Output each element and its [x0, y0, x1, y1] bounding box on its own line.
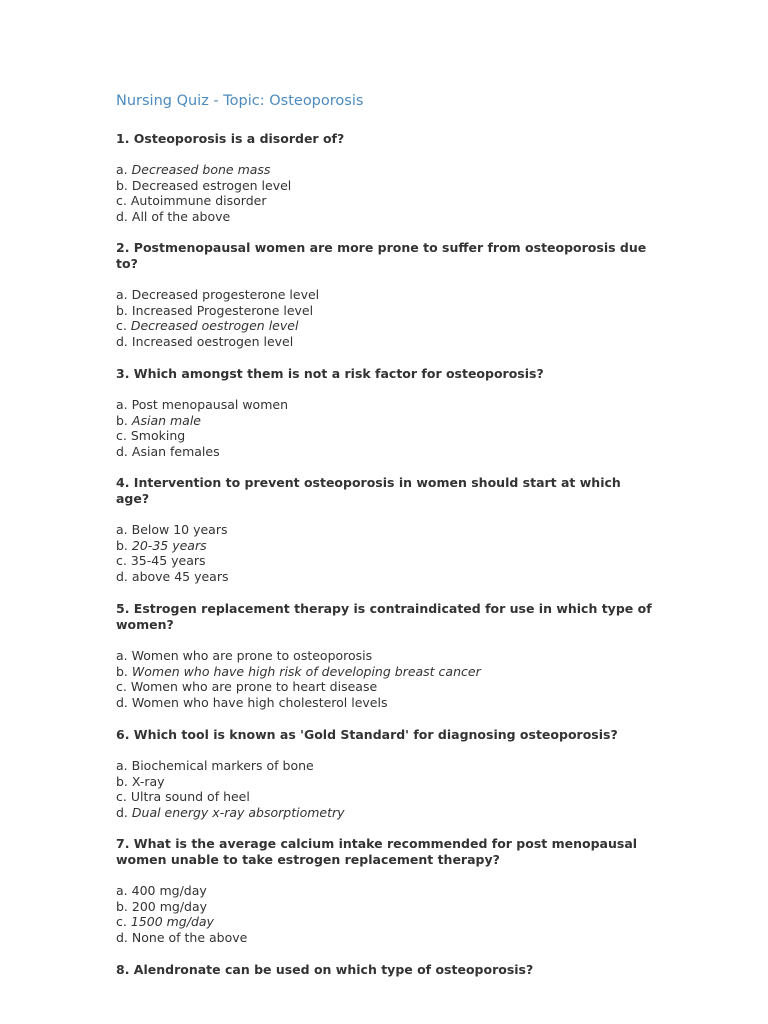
- option-letter: b.: [116, 773, 128, 789]
- question-8: 8. Alendronate can be used on which type of osteoporosis?: [116, 962, 534, 977]
- option-5a: [116, 648, 676, 664]
- question-2: 2. Postmenopausal women are more prone to suffer from osteoporosis due to?: [116, 240, 647, 271]
- document-title: Nursing Quiz - Topic: Osteoporosis: [116, 93, 364, 109]
- option-letter: c.: [116, 679, 127, 695]
- option-1a: [116, 162, 676, 178]
- option-letter: b.: [116, 663, 128, 679]
- question-3: 3. Which amongst them is not a risk factor for osteoporosis?: [116, 366, 544, 381]
- option-2a: [116, 287, 676, 303]
- option-text: 35-45 years: [130, 553, 206, 569]
- option-text: Ultra sound of heel: [130, 789, 250, 805]
- option-text: Women who are prone to osteoporosis: [131, 648, 373, 663]
- option-letter: d.: [116, 804, 128, 820]
- option-text: Women who have high cholesterol levels: [131, 694, 388, 710]
- question-7: 7. What is the average calcium intake recommended for post menopausal women unable to take estrogen replacement therapy?: [116, 836, 638, 867]
- option-letter: d.: [116, 208, 128, 224]
- option-2c: [116, 318, 676, 334]
- option-text: Women who have high risk of developing breast cancer: [131, 663, 481, 679]
- option-letter: d.: [116, 929, 128, 945]
- option-text: 200 mg/day: [131, 898, 208, 914]
- option-text: 1500 mg/day: [130, 914, 214, 930]
- option-4a: [116, 522, 676, 538]
- option-letter: c.: [116, 553, 127, 569]
- options-list-6: [116, 758, 676, 820]
- option-2d: [116, 334, 676, 350]
- option-letter: c.: [116, 914, 127, 930]
- options-list-7: [116, 883, 676, 945]
- option-7c: [116, 914, 676, 930]
- option-6b: [116, 774, 676, 790]
- option-text: Decreased oestrogen level: [130, 318, 299, 334]
- options-list-5: [116, 648, 676, 710]
- option-text: Below 10 years: [131, 522, 228, 537]
- options-list-3: [116, 397, 676, 459]
- option-letter: a.: [116, 397, 128, 412]
- option-text: 400 mg/day: [131, 883, 207, 898]
- option-text: Dual energy x-ray absorptiometry: [131, 804, 345, 820]
- option-4b: [116, 538, 676, 554]
- option-letter: c.: [116, 428, 127, 444]
- option-text: Increased oestrogen level: [131, 333, 294, 349]
- option-7d: [116, 930, 676, 946]
- question-5: 5. Estrogen replacement therapy is contraindicated for use in which type of women?: [116, 601, 652, 632]
- option-letter: a.: [116, 287, 128, 302]
- question-6: 6. Which tool is known as 'Gold Standard' for diagnosing osteoporosis?: [116, 727, 618, 742]
- option-text: Decreased bone mass: [131, 162, 271, 177]
- options-list-2: [116, 287, 676, 349]
- option-text: Increased Progesterone level: [131, 302, 314, 318]
- option-letter: a.: [116, 522, 128, 537]
- option-letter: b.: [116, 412, 128, 428]
- option-6c: [116, 789, 676, 805]
- option-letter: b.: [116, 302, 128, 318]
- option-letter: a.: [116, 162, 128, 177]
- option-4c: [116, 553, 676, 569]
- option-letter: c.: [116, 193, 127, 209]
- option-text: None of the above: [131, 929, 248, 945]
- options-list-1: [116, 162, 676, 224]
- option-text: Decreased progesterone level: [131, 287, 320, 302]
- option-text: Autoimmune disorder: [130, 193, 267, 209]
- option-2b: [116, 303, 676, 319]
- option-3a: [116, 397, 676, 413]
- option-3d: [116, 444, 676, 460]
- option-letter: d.: [116, 443, 128, 459]
- option-letter: b.: [116, 177, 128, 193]
- option-text: above 45 years: [131, 568, 229, 584]
- option-letter: d.: [116, 568, 128, 584]
- option-5b: [116, 664, 676, 680]
- option-text: Women who are prone to heart disease: [130, 679, 378, 695]
- question-1: 1. Osteoporosis is a disorder of?: [116, 131, 345, 146]
- option-letter: b.: [116, 537, 128, 553]
- option-7a: [116, 883, 676, 899]
- option-text: All of the above: [131, 208, 231, 224]
- option-text: Decreased estrogen level: [131, 177, 292, 193]
- option-text: Biochemical markers of bone: [131, 758, 314, 773]
- option-letter: a.: [116, 758, 128, 773]
- option-letter: c.: [116, 318, 127, 334]
- option-letter: b.: [116, 898, 128, 914]
- option-letter: d.: [116, 333, 128, 349]
- option-text: 20-35 years: [131, 537, 207, 553]
- option-text: Smoking: [130, 428, 186, 444]
- option-text: Asian male: [131, 412, 201, 428]
- option-text: Asian females: [131, 443, 220, 459]
- option-1b: [116, 178, 676, 194]
- option-3c: [116, 428, 676, 444]
- option-letter: a.: [116, 883, 128, 898]
- option-5c: [116, 679, 676, 695]
- option-letter: a.: [116, 648, 128, 663]
- option-1d: [116, 209, 676, 225]
- option-3b: [116, 413, 676, 429]
- question-4: 4. Intervention to prevent osteoporosis in women should start at which age?: [116, 475, 621, 506]
- option-text: X-ray: [131, 773, 165, 789]
- option-1c: [116, 193, 676, 209]
- option-6a: [116, 758, 676, 774]
- option-letter: c.: [116, 789, 127, 805]
- option-5d: [116, 695, 676, 711]
- option-text: Post menopausal women: [131, 397, 288, 412]
- options-list-4: [116, 522, 676, 584]
- option-4d: [116, 569, 676, 585]
- option-letter: d.: [116, 694, 128, 710]
- option-6d: [116, 805, 676, 821]
- option-7b: [116, 899, 676, 915]
